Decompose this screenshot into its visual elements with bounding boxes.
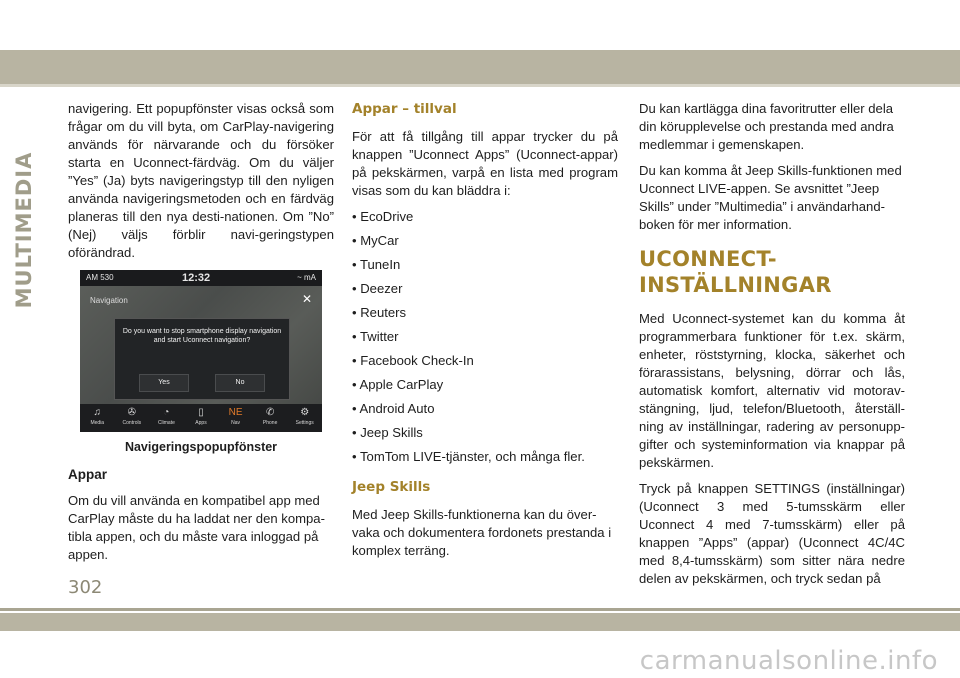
figure-tray-label: Settings xyxy=(295,420,314,426)
apps-paragraph: Om du vill använda en kompatibel app med CarPlay måste du ha laddat ner den kompa-tibla appen, och du måste vara inloggad på appen. xyxy=(68,493,325,562)
column-3 xyxy=(639,100,905,596)
figure-tray-label: Controls xyxy=(122,420,142,426)
column-1 xyxy=(68,100,334,572)
heading-appar: Appar xyxy=(68,467,108,482)
heading-jeep-skills: Jeep Skills xyxy=(352,479,431,495)
figure-tray-label: Apps xyxy=(195,420,207,426)
figure-status-radio: AM 530 xyxy=(86,273,114,282)
climate-icon: ◔ xyxy=(163,407,170,418)
figure-status-time: 12:32 xyxy=(182,272,211,284)
column-2 xyxy=(352,100,618,568)
top-margin xyxy=(0,0,960,50)
header-rule xyxy=(0,84,960,87)
figure-close-icon: ✕ xyxy=(301,292,312,306)
figure-status-right: ~ mA xyxy=(297,273,316,282)
section-side-label: MULTIMEDIA xyxy=(12,151,36,309)
figure-dialog xyxy=(114,318,290,400)
nav-icon: NE xyxy=(228,407,243,418)
settings-button-paragraph: Tryck på knappen SETTINGS (inställningar) (Uconnect 3 med 5-tumsskärm eller Uconnect 4 med 7-tumsskärm) eller på knappen ”Apps” (appar) (Uconnect 4C/4C med 8,4-tumsskärm) som sitter nära nedre delen av pekskärmen, och tryck sedan på xyxy=(639,481,905,586)
figure-tray-settings xyxy=(292,407,318,427)
settings-features-paragraph: Med Uconnect-systemet kan du komma åt programmerbara funktioner för t.ex. skärm, enheter, röststyrning, klocka, säkerhet och förarassistans, belysning, dörrar och lås, automatisk komfort, alternativ vid motorav-stängning, ljud, telefon/Bluetooth, återställ-ning av inställningar, radering av personupp-gifter och systeminformation via knappar på pekskärmen. xyxy=(639,311,905,470)
figure-tray-label: Nav xyxy=(231,420,241,426)
apps-bullet-item: • EcoDrive xyxy=(352,209,414,224)
apps-bullet-item: • Deezer xyxy=(352,281,403,296)
apps-bullet-item: • TuneIn xyxy=(352,257,401,272)
apps-bullet-list xyxy=(352,208,618,466)
figure-yes-button: Yes xyxy=(139,374,189,392)
apps-bullet-item: • Twitter xyxy=(352,329,399,344)
apps-icon: ▯ xyxy=(198,407,204,418)
apps-bullet-item: • Reuters xyxy=(352,305,407,320)
page-number: 302 xyxy=(68,577,103,598)
apps-bullet-item: • Apple CarPlay xyxy=(352,377,444,392)
settings-icon: ⚙ xyxy=(300,407,310,418)
figure-dialog-message: Do you want to stop smartphone display navigation and start Uconnect navigation? xyxy=(122,328,282,344)
heading-line-2: INSTÄLLNINGAR xyxy=(639,273,832,297)
heading-appar-tillval: Appar – tillval xyxy=(352,101,457,117)
figure-status-bar xyxy=(80,270,322,286)
apps-bullet-item: • MyCar xyxy=(352,233,399,248)
jeep-skills-paragraph: Med Jeep Skills-funktionerna kan du över-vaka och dokumentera fordonets prestanda i komplex terräng. xyxy=(352,507,612,558)
figure-tray-apps xyxy=(188,407,214,427)
header-bar xyxy=(0,50,960,84)
figure-no-button: No xyxy=(215,374,265,392)
figure-tray-media xyxy=(84,407,110,427)
figure-tray-label: Phone xyxy=(262,420,278,426)
navigation-popup-figure xyxy=(80,270,322,432)
media-icon: ♫ xyxy=(93,407,102,418)
phone-icon: ✆ xyxy=(265,407,275,418)
footer-rule xyxy=(0,608,960,611)
figure-tray-climate xyxy=(153,407,179,427)
figure-tray-label: Climate xyxy=(157,420,175,426)
figure-tray-label: Media xyxy=(90,420,105,426)
figure-nav-title: Navigation xyxy=(90,296,128,305)
figure-tray-phone xyxy=(257,407,283,427)
jeep-skills-access-paragraph: Du kan komma åt Jeep Skills-funktionen med Uconnect LIVE-appen. Se avsnittet ”Jeep Skills” under ”Multimedia” i användarhand-boken för mer information. xyxy=(639,163,902,232)
figure-caption: Navigeringspopupfönster xyxy=(124,440,278,454)
controls-icon: ✇ xyxy=(127,407,137,418)
heading-line-1: UCONNECT- xyxy=(639,247,777,271)
favorite-routes-paragraph: Du kan kartlägga dina favoritrutter eller dela din körupplevelse och prestanda med andra medlemmar i gemenskapen. xyxy=(639,101,894,152)
watermark: carmanualsonline.info xyxy=(639,646,938,676)
figure-tray-nav xyxy=(223,407,249,427)
figure-menu-tray xyxy=(80,404,322,432)
figure-tray-controls xyxy=(119,407,145,427)
apps-bullet-item: • Facebook Check-In xyxy=(352,353,474,368)
nav-intro-paragraph: navigering. Ett popupfönster visas också som frågar om du vill byta, om CarPlay-navigering används för närvarande och du försöker starta en Uconnect-färdväg. Om du väljer ”Yes” (Ja) byts navigeringstyp till den nyligen använda navigeringsmetoden och en färdväg planeras till den nya desti-nationen. Om ”No” (Nej) väljs förblir navi-geringstypen oförändrad. xyxy=(68,101,334,260)
footer-bar xyxy=(0,613,960,631)
apps-bullet-item: • TomTom LIVE-tjänster, och många fler. xyxy=(352,449,585,464)
apps-tillval-intro: För att få tillgång till appar trycker du på knappen ”Uconnect Apps” (Uconnect-appar) på pekskärmen, varpå en lista med program visas som du kan bläddra i: xyxy=(352,129,618,198)
heading-uconnect-settings xyxy=(639,246,905,298)
apps-bullet-item: • Jeep Skills xyxy=(352,425,423,440)
apps-bullet-item: • Android Auto xyxy=(352,401,435,416)
